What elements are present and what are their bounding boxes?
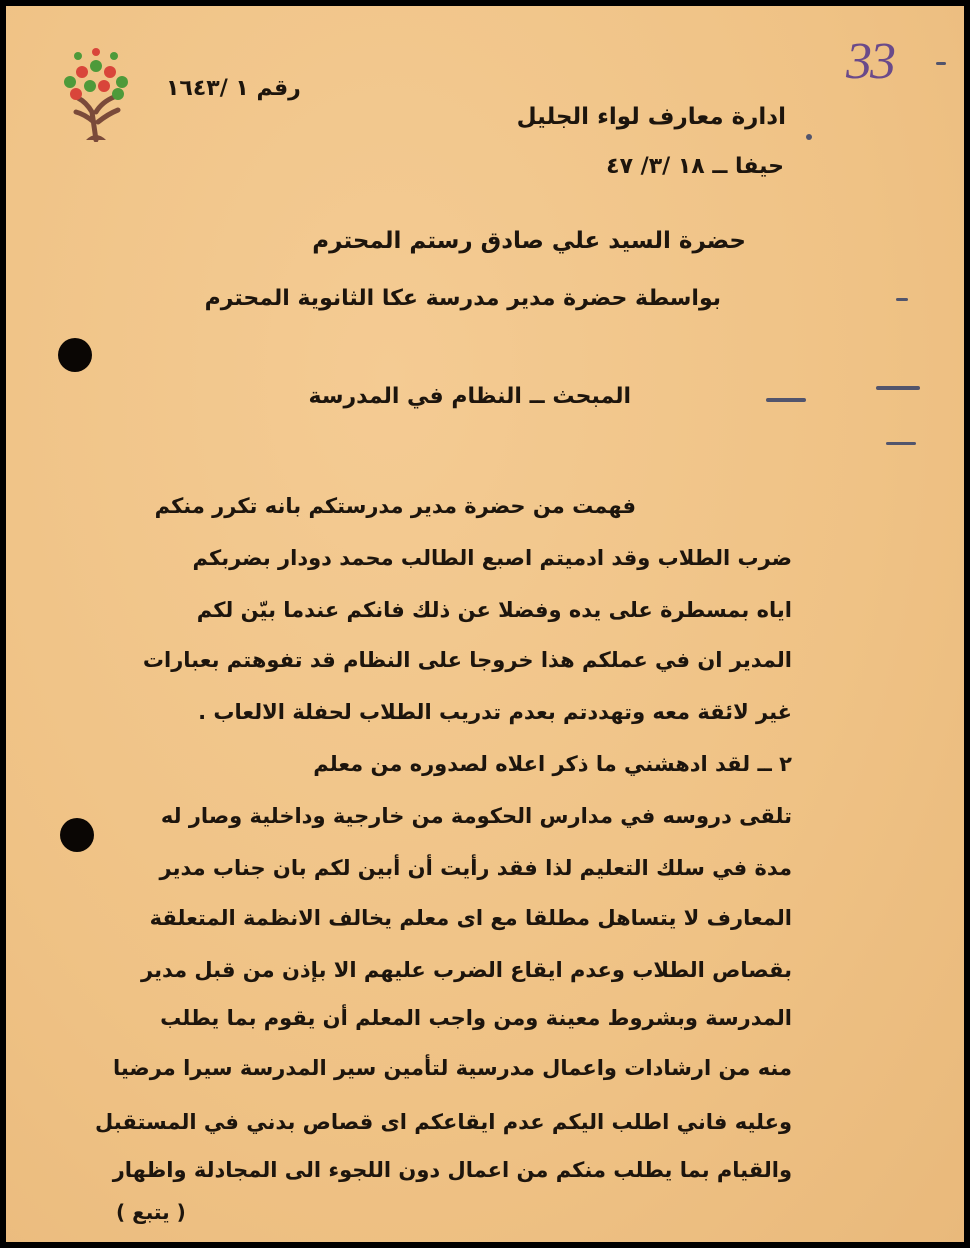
- ink-speck: [806, 134, 812, 140]
- ink-speck: [766, 398, 806, 402]
- subject-line: المبحث ــ النظام في المدرسة: [308, 384, 631, 409]
- body-line: غير لائقة معه وتهددتم بعدم تدريب الطلاب لحفلة الالعاب .: [198, 700, 792, 724]
- body-line: وعليه فاني اطلب اليكم عدم ايقاعكم اى قصاص بدني في المستقبل: [95, 1110, 792, 1134]
- body-line: والقيام بما يطلب منكم من اعمال دون اللجوء الى المجادلة واظهار: [112, 1158, 792, 1182]
- issuing-office: ادارة معارف لواء الجليل: [516, 104, 786, 130]
- body-line: ضرب الطلاب وقد ادميتم اصبع الطالب محمد دودار بضربكم: [192, 546, 792, 570]
- via-line: بواسطة حضرة مدير مدرسة عكا الثانوية المحترم: [204, 286, 721, 311]
- ink-speck: [896, 298, 908, 301]
- body-line: فهمت من حضرة مدير مدرستكم بانه تكرر منكم: [154, 494, 636, 518]
- punch-hole: [58, 338, 92, 372]
- body-line: بقصاص الطلاب وعدم ايقاع الضرب عليهم الا بإذن من قبل مدير: [141, 958, 792, 982]
- reference-number: رقم ١ /١٦٤٣: [166, 76, 301, 101]
- punch-hole: [60, 818, 94, 852]
- body-line: المدرسة وبشروط معينة ومن واجب المعلم أن يقوم بما يطلب: [160, 1006, 792, 1030]
- body-line: منه من ارشادات واعمال مدرسية لتأمين سير المدرسة سيرا مرضيا: [112, 1056, 792, 1080]
- body-line: المدير ان في عملكم هذا خروجا على النظام قد تفوهتم بعبارات: [142, 648, 792, 672]
- tree-logo-icon: [56, 42, 136, 142]
- body-line: مدة في سلك التعليم لذا فقد رأيت أن أبين لكم بان جناب مدير: [159, 856, 792, 880]
- document-page: [6, 6, 964, 1242]
- body-line: المعارف لا يتساهل مطلقا مع اى معلم يخالف الانظمة المتعلقة: [149, 906, 792, 930]
- body-line: اياه بمسطرة على يده وفضلا عن ذلك فانكم عندما بيّن لكم: [196, 598, 792, 622]
- continued-note: ( يتبع ): [116, 1200, 186, 1224]
- archive-number: 33: [846, 33, 894, 90]
- place-and-date: حيفا ــ ١٨ /٣/ ٤٧: [606, 154, 784, 179]
- addressee: حضرة السيد علي صادق رستم المحترم: [312, 228, 746, 254]
- ink-speck: [876, 386, 920, 390]
- ink-speck: [936, 62, 946, 65]
- body-line: تلقى دروسه في مدارس الحكومة من خارجية وداخلية وصار له: [160, 804, 792, 828]
- body-line: ٢ ــ لقد ادهشني ما ذكر اعلاه لصدوره من معلم: [313, 752, 792, 776]
- ink-speck: [886, 442, 916, 445]
